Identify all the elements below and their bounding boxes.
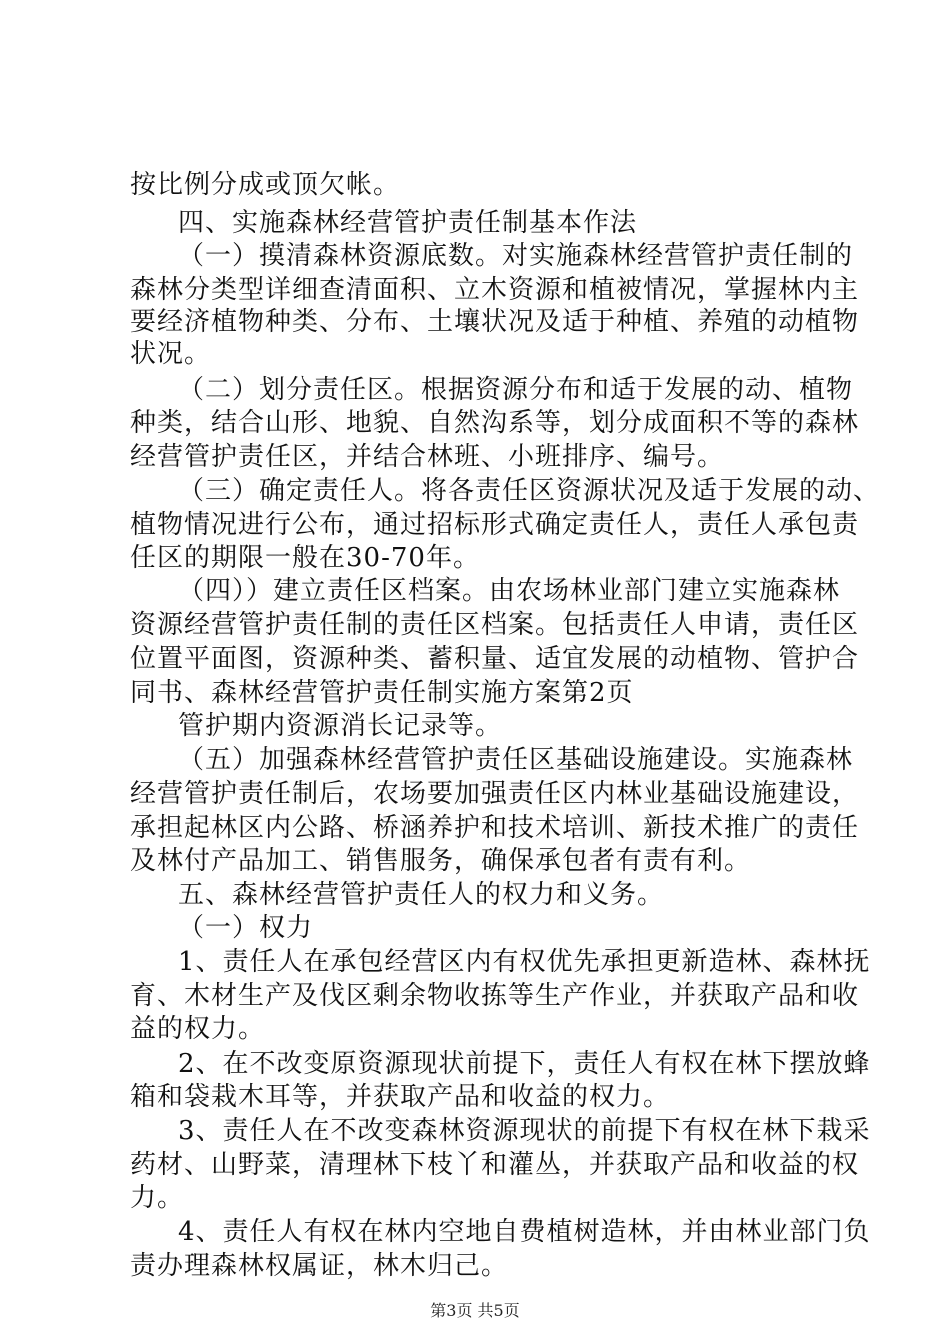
text-line: 2、在不改变原资源现状前提下，责任人有权在林下摆放蜂 xyxy=(178,1049,871,1079)
text-line: 1、责任人在承包经营区内有权优先承担更新造林、森林抚 xyxy=(178,947,871,977)
text-line: 要经济植物种类、分布、土壤状况及适于种植、养殖的动植物 xyxy=(130,307,860,337)
text-line: （五）加强森林经营管护责任区基础设施建设。实施森林 xyxy=(178,745,854,775)
text-line: 4、责任人有权在林内空地自费植树造林，并由林业部门负 xyxy=(178,1217,871,1247)
section-heading: 四、实施森林经营管护责任制基本作法 xyxy=(178,208,638,238)
subsection-heading: （一）权力 xyxy=(178,913,314,943)
text-line: 任区的期限一般在30-70年。 xyxy=(130,543,480,573)
text-line: 经营管护责任区，并结合林班、小班排序、编号。 xyxy=(130,442,725,472)
text-line: 位置平面图，资源种类、蓄积量、适宜发展的动植物、管护合 xyxy=(130,644,860,674)
page-footer: 第3页 共5页 xyxy=(430,1301,520,1320)
text-line: 承担起林区内公路、桥涵养护和技术培训、新技术推广的责任 xyxy=(130,813,860,843)
text-line: 植物情况进行公布，通过招标形式确定责任人，责任人承包责 xyxy=(130,510,860,540)
text-line: 药材、山野菜，清理林下枝丫和灌丛，并获取产品和收益的权 xyxy=(130,1150,860,1180)
text-line: （一）摸清森林资源底数。对实施森林经营管护责任制的 xyxy=(178,241,854,271)
section-heading: 五、森林经营管护责任人的权力和义务。 xyxy=(178,880,665,910)
text-line: （二）划分责任区。根据资源分布和适于发展的动、植物 xyxy=(178,375,854,405)
text-line: 森林分类型详细查清面积、立木资源和植被情况，掌握林内主 xyxy=(130,275,860,305)
text-line: 及林付产品加工、销售服务，确保承包者有责有利。 xyxy=(130,846,752,876)
text-line: 益的权力。 xyxy=(130,1014,266,1044)
text-line: 经营管护责任制后，农场要加强责任区内林业基础设施建设， xyxy=(130,779,860,809)
text-line: 3、责任人在不改变森林资源现状的前提下有权在林下栽采 xyxy=(178,1116,871,1146)
text-line: 种类，结合山形、地貌、自然沟系等，划分成面积不等的森林 xyxy=(130,408,860,438)
text-line: 状况。 xyxy=(130,339,212,369)
text-line: 按比例分成或顶欠帐。 xyxy=(130,170,401,200)
text-line: （三）确定责任人。将各责任区资源状况及适于发展的动、 xyxy=(178,476,881,506)
text-line: （四））建立责任区档案。由农场林业部门建立实施森林 xyxy=(178,576,841,606)
text-line: 育、木材生产及伐区剩余物收拣等生产作业，并获取产品和收 xyxy=(130,981,860,1011)
text-line: 箱和袋栽木耳等，并获取产品和收益的权力。 xyxy=(130,1082,671,1112)
text-line: 资源经营管护责任制的责任区档案。包括责任人申请，责任区 xyxy=(130,610,860,640)
text-line: 同书、森林经营管护责任制实施方案第2页 xyxy=(130,678,634,708)
text-line: 责办理森林权属证，林木归己。 xyxy=(130,1251,509,1281)
text-line: 管护期内资源消长记录等。 xyxy=(178,711,503,741)
text-line: 力。 xyxy=(130,1183,185,1213)
